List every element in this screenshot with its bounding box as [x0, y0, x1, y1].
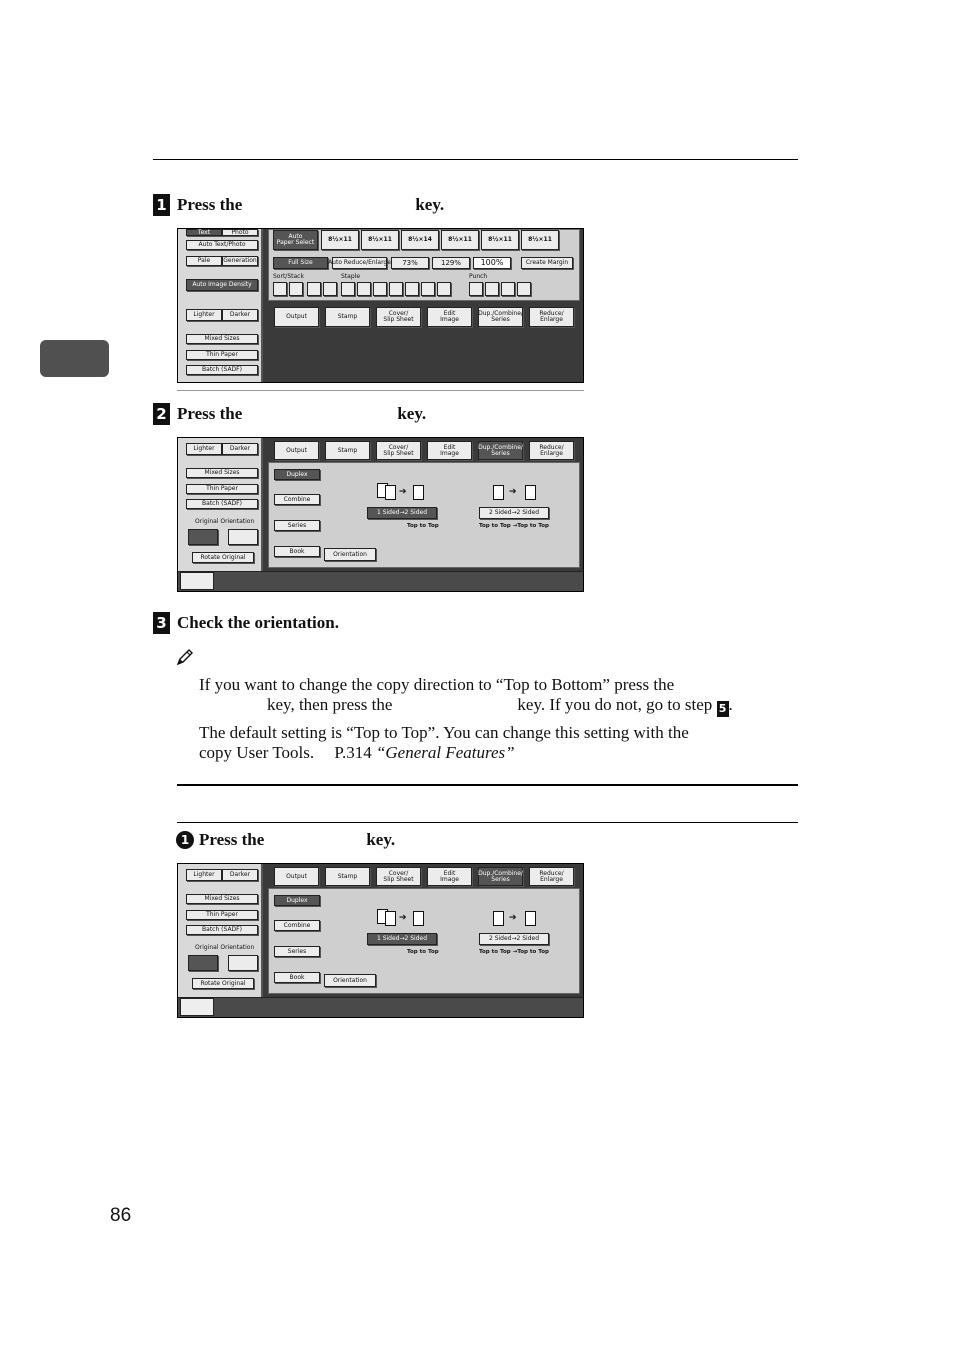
combine-button[interactable]: Combine — [274, 920, 320, 931]
duplex-content-area — [268, 888, 580, 994]
sub-step-1 — [176, 830, 395, 850]
darker-button[interactable]: Darker — [222, 309, 258, 321]
panel-main-area — [268, 229, 580, 301]
full-size-button[interactable]: Full Size — [273, 257, 328, 269]
darker-button[interactable]: Darker — [222, 869, 258, 881]
stack-button[interactable] — [307, 282, 321, 296]
section-rule-thin — [177, 822, 798, 823]
orientation-portrait-button[interactable] — [188, 529, 218, 545]
sub-step-1-prefix: Press the — [199, 830, 265, 849]
step-2-number: 2 — [153, 403, 170, 425]
duplex-button[interactable]: Duplex — [274, 469, 320, 480]
single-sided-original-icon — [385, 911, 396, 926]
step-3-number: 3 — [153, 612, 170, 634]
duplex-copy-icon — [525, 911, 536, 926]
page-number: 86 — [110, 1205, 132, 1226]
reduce-enlarge-tab[interactable]: Reduce/ Enlarge — [529, 867, 574, 886]
step-3 — [153, 612, 339, 634]
duplex-content-area — [268, 462, 580, 568]
duplex-original-icon — [493, 485, 504, 500]
cover-slip-sheet-tab[interactable]: Cover/ Slip Sheet — [376, 307, 421, 327]
lighter-button[interactable]: Lighter — [186, 443, 222, 455]
step-2 — [153, 403, 426, 425]
arrow-icon: ➔ — [509, 487, 517, 497]
rotate-original-button[interactable]: Rotate Original — [192, 552, 254, 563]
punch-pos-1[interactable] — [469, 282, 483, 296]
punch-pos-3[interactable] — [501, 282, 515, 296]
staple-pos-4[interactable] — [389, 282, 403, 296]
cover-slip-sheet-tab[interactable]: Cover/ Slip Sheet — [376, 867, 421, 886]
thin-paper-button[interactable]: Thin Paper — [186, 350, 258, 360]
sort-stack-label: Sort/Stack — [273, 273, 304, 280]
note-2-line-2 — [199, 743, 799, 763]
dup-combine-series-tab[interactable]: Dup./Combine/ Series — [478, 441, 523, 460]
step-3-text: Check the orientation. — [177, 613, 339, 632]
book-button[interactable]: Book — [274, 972, 320, 983]
one-sided-to-two-sided-button[interactable]: 1 Sided→2 Sided — [367, 933, 437, 945]
step-5-ref: 5 — [717, 701, 729, 717]
batch-sadf-button[interactable]: Batch (SADF) — [186, 365, 258, 375]
staple-pos-5[interactable] — [405, 282, 419, 296]
note-1-press-text: key, then press the — [267, 695, 393, 714]
pencil-note-icon — [176, 648, 194, 666]
paper-tray-5[interactable] — [481, 230, 519, 250]
mixed-sizes-button[interactable]: Mixed Sizes — [186, 468, 258, 478]
one-sided-to-two-sided-button[interactable]: 1 Sided→2 Sided — [367, 507, 437, 519]
dup-combine-series-tab[interactable]: Dup./Combine/ Series — [478, 307, 523, 327]
step-1-suffix: key. — [415, 195, 445, 214]
paper-tray-4-size: 8½×11 — [448, 236, 472, 243]
auto-paper-select-button[interactable]: Auto Paper Select — [273, 230, 318, 250]
sort-button[interactable] — [273, 282, 287, 296]
orientation-landscape-button[interactable] — [228, 529, 258, 545]
arrow-icon: ➔ — [399, 487, 407, 497]
note-paragraph-2 — [199, 723, 799, 763]
mixed-sizes-button[interactable]: Mixed Sizes — [186, 894, 258, 904]
staple-pos-7[interactable] — [437, 282, 451, 296]
rotate-stack-button[interactable] — [323, 282, 337, 296]
copier-panel-duplex-2 — [177, 863, 584, 1018]
note-2-user-tools: copy User Tools. — [199, 743, 315, 762]
step-1-number: 1 — [153, 194, 170, 216]
note-1-end: . — [728, 695, 733, 714]
one-sided-direction-label: Top to Top — [407, 523, 439, 529]
batch-sadf-button[interactable]: Batch (SADF) — [186, 499, 258, 509]
edit-image-tab[interactable]: Edit Image — [427, 867, 472, 886]
orientation-landscape-button[interactable] — [228, 955, 258, 971]
orientation-button[interactable]: Orientation — [324, 548, 376, 561]
pale-button[interactable]: Pale — [186, 256, 222, 266]
orientation-button[interactable]: Orientation — [324, 974, 376, 987]
duplex-original-icon — [493, 911, 504, 926]
ratio-73-button[interactable]: 73% — [391, 257, 429, 269]
panel-left-column — [178, 864, 263, 999]
two-sided-to-two-sided-button[interactable]: 2 Sided→2 Sided — [479, 507, 549, 519]
duplex-copy-icon — [525, 485, 536, 500]
generation-button[interactable]: Generation — [223, 257, 257, 264]
section-rule-thick — [177, 784, 798, 786]
two-sided-direction-label: Top to Top →Top to Top — [479, 523, 549, 529]
photo-button[interactable]: Photo — [222, 229, 258, 236]
orientation-portrait-button[interactable] — [188, 955, 218, 971]
counter-indicator — [180, 998, 214, 1016]
copier-panel-duplex — [177, 437, 584, 592]
auto-text-photo-button[interactable]: Auto Text/Photo — [186, 240, 258, 250]
batch-sadf-button[interactable]: Batch (SADF) — [186, 925, 258, 935]
series-button[interactable]: Series — [274, 520, 320, 531]
general-features-link[interactable]: “General Features” — [375, 743, 515, 762]
sub-step-1-suffix: key. — [366, 830, 396, 849]
combine-button[interactable]: Combine — [274, 494, 320, 505]
duplex-copy-icon — [413, 911, 424, 926]
ratio-display: 100% — [473, 257, 511, 269]
duplex-copy-icon — [413, 485, 424, 500]
output-tab[interactable]: Output — [274, 441, 319, 460]
stamp-tab[interactable]: Stamp — [325, 307, 370, 327]
punch-pos-2[interactable] — [485, 282, 499, 296]
rotate-original-button[interactable]: Rotate Original — [192, 978, 254, 989]
reduce-enlarge-tab[interactable]: Reduce/ Enlarge — [529, 441, 574, 460]
two-sided-direction-label: Top to Top →Top to Top — [479, 949, 549, 955]
paper-tray-6-size: 8½×11 — [528, 236, 552, 243]
text-button[interactable]: Text — [186, 229, 222, 236]
counter-indicator — [180, 572, 214, 590]
paper-tray-1-size: 8½×11 — [328, 236, 352, 243]
arrow-icon: ➔ — [399, 913, 407, 923]
paper-tray-2-size: 8½×11 — [368, 236, 392, 243]
ratio-129-button[interactable]: 129% — [432, 257, 470, 269]
dup-combine-series-tab[interactable]: Dup./Combine/ Series — [478, 867, 523, 886]
paper-tray-6[interactable] — [521, 230, 559, 250]
sub-step-1-number: 1 — [176, 831, 194, 849]
staple-pos-2[interactable] — [357, 282, 371, 296]
step-1-prefix: Press the — [177, 195, 243, 214]
paper-tray-5-size: 8½×11 — [488, 236, 512, 243]
stamp-tab[interactable]: Stamp — [325, 867, 370, 886]
staple-pos-6[interactable] — [421, 282, 435, 296]
thin-paper-button[interactable]: Thin Paper — [186, 484, 258, 494]
page-reference[interactable]: P.314 — [334, 743, 372, 762]
rotate-sort-button[interactable] — [289, 282, 303, 296]
punch-label: Punch — [469, 273, 488, 280]
original-orientation-label: Original Orientation — [195, 944, 255, 951]
one-sided-direction-label: Top to Top — [407, 949, 439, 955]
status-bar — [178, 997, 583, 1017]
book-button[interactable]: Book — [274, 546, 320, 557]
cover-slip-sheet-tab[interactable]: Cover/ Slip Sheet — [376, 441, 421, 460]
paper-tray-2[interactable] — [361, 230, 399, 250]
reduce-enlarge-tab[interactable]: Reduce/ Enlarge — [529, 307, 574, 327]
lighter-button[interactable]: Lighter — [186, 309, 222, 321]
status-bar — [178, 571, 583, 591]
note-paragraph-1 — [199, 675, 799, 717]
note-1-goto-text: key. If you do not, go to step — [517, 695, 713, 714]
chapter-tab — [40, 340, 109, 377]
thin-paper-button[interactable]: Thin Paper — [186, 910, 258, 920]
paper-tray-3-size: 8½×14 — [408, 236, 432, 243]
step-1 — [153, 194, 444, 216]
staple-label: Staple — [341, 273, 361, 280]
auto-reduce-enlarge-button[interactable]: Auto Reduce/Enlarge — [332, 257, 387, 269]
paper-tray-4[interactable] — [441, 230, 479, 250]
create-margin-button[interactable]: Create Margin — [521, 257, 573, 269]
single-sided-original-icon — [385, 485, 396, 500]
note-1-line-2 — [199, 695, 799, 717]
note-1-line-1: If you want to change the copy direction to “Top to Bottom” press the — [199, 675, 675, 694]
output-tab[interactable]: Output — [274, 307, 319, 327]
duplex-button[interactable]: Duplex — [274, 895, 320, 906]
mixed-sizes-button[interactable]: Mixed Sizes — [186, 334, 258, 344]
header-rule — [153, 159, 798, 160]
panel-left-column — [178, 438, 263, 573]
darker-button[interactable]: Darker — [222, 443, 258, 455]
auto-image-density-button[interactable]: Auto Image Density — [186, 279, 258, 291]
arrow-icon: ➔ — [509, 913, 517, 923]
two-sided-to-two-sided-button[interactable]: 2 Sided→2 Sided — [479, 933, 549, 945]
series-button[interactable]: Series — [274, 946, 320, 957]
copier-panel-main — [177, 228, 584, 383]
lighter-button[interactable]: Lighter — [186, 869, 222, 881]
stamp-tab[interactable]: Stamp — [325, 441, 370, 460]
step-2-suffix: key. — [397, 404, 427, 423]
step-2-prefix: Press the — [177, 404, 243, 423]
edit-image-tab[interactable]: Edit Image — [427, 307, 472, 327]
punch-pos-4[interactable] — [517, 282, 531, 296]
staple-pos-1[interactable] — [341, 282, 355, 296]
note-2-line-1: The default setting is “Top to Top”. You can change this setting with the — [199, 723, 689, 742]
paper-tray-1[interactable] — [321, 230, 359, 250]
paper-tray-3[interactable] — [401, 230, 439, 250]
panel-1-underline — [177, 390, 584, 391]
edit-image-tab[interactable]: Edit Image — [427, 441, 472, 460]
staple-pos-3[interactable] — [373, 282, 387, 296]
output-tab[interactable]: Output — [274, 867, 319, 886]
panel-left-column — [178, 229, 263, 382]
original-orientation-label: Original Orientation — [195, 518, 255, 525]
